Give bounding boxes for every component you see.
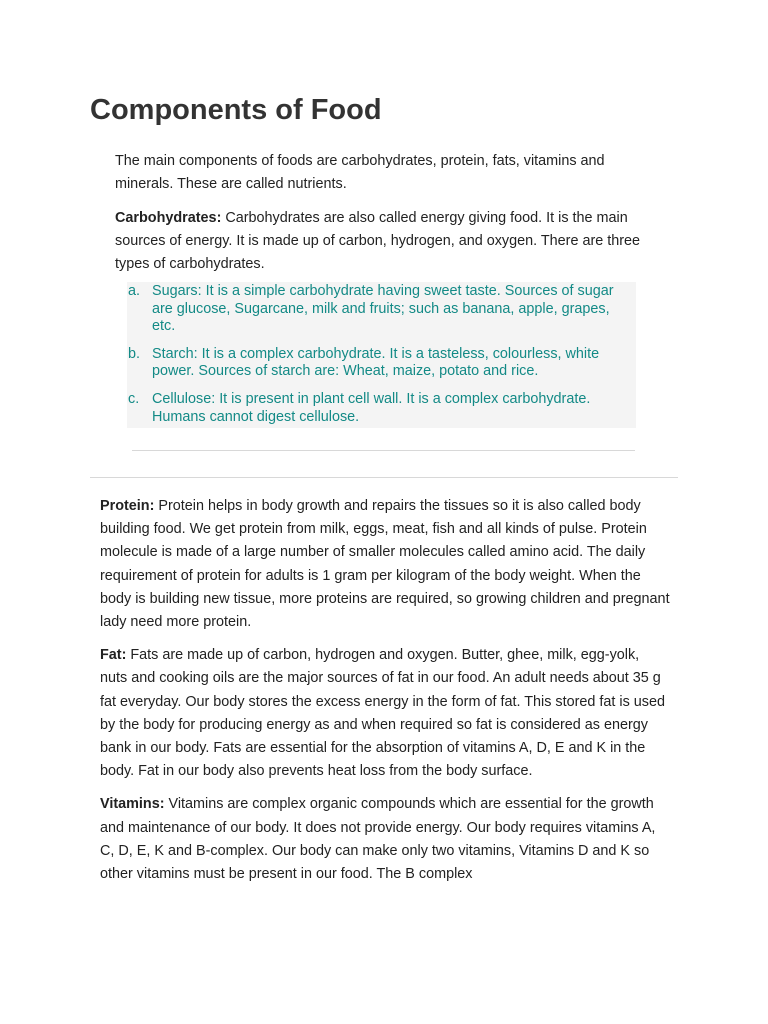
vitamins-paragraph bbox=[100, 793, 670, 886]
protein-paragraph bbox=[100, 495, 670, 634]
protein-label: Protein: bbox=[100, 498, 155, 514]
protein-text: Protein helps in body growth and repairs the tissues so it is also called body building food. We get protein from milk, eggs, meat, fish and all kinds of pulse. Protein molecule is made of a large number of smaller molecules called amino acid. The daily requirement of protein for adults is 1 gram per kilogram of the body weight. When the body is building new tissue, more proteins are required, so growing children and pregnant lady need more protein. bbox=[100, 498, 670, 631]
list-item-text: Starch: It is a complex carbohydrate. It is a tasteless, colourless, white power. Sources of starch are: Wheat, maize, potato and rice. bbox=[152, 345, 600, 380]
carbohydrate-types-list bbox=[127, 282, 636, 428]
list-marker: a. bbox=[128, 283, 141, 299]
list-marker: c. bbox=[128, 390, 140, 407]
list-item-starch bbox=[127, 346, 636, 381]
carbohydrates-paragraph bbox=[115, 207, 645, 277]
section-divider bbox=[90, 477, 678, 478]
list-item-text: Sugars: It is a simple carbohydrate having sweet taste. Sources of sugar are glucose, Sugarcane, milk and fruits; such as banana, apple, grapes, etc. bbox=[152, 283, 614, 335]
page-title: Components of Food bbox=[90, 94, 382, 126]
divider-short bbox=[132, 450, 635, 451]
nutrients-section bbox=[100, 495, 670, 896]
list-item-text: Cellulose: It is present in plant cell wall. It is a complex carbohydrate. Humans cannot digest cellulose. bbox=[152, 390, 591, 425]
carbohydrates-text: Carbohydrates are also called energy giving food. It is the main sources of energy. It is made up of carbon, hydrogen, and oxygen. There are three types of carbohydrates. bbox=[115, 209, 641, 273]
list-marker: b. bbox=[128, 345, 141, 362]
intro-paragraph: The main components of foods are carbohydrates, protein, fats, vitamins and minerals. These are called nutrients. bbox=[115, 153, 605, 193]
fat-text: Fats are made up of carbon, hydrogen and oxygen. Butter, ghee, milk, egg-yolk, nuts and cooking oils are the major sources of fat in our food. An adult needs about 35 g fat everyday. Our body stores the excess energy in the form of fat. This stored fat is used by the body for producing energy as and when required so fat is considered as energy bank in our body. Fats are essential for the absorption of vitamins A, D, E and K in the body. Fat in our body also prevents heat loss from the body surface. bbox=[100, 647, 665, 780]
list-item-cellulose bbox=[127, 391, 636, 426]
fat-label: Fat: bbox=[100, 647, 127, 664]
list-item-sugars bbox=[127, 283, 636, 336]
vitamins-text: Vitamins are complex organic compounds which are essential for the growth and maintenance of our body. It does not provide energy. Our body requires vitamins A, C, D, E, K and B-complex. Our body can make only two vitamins, Vitamins D and K so other vitamins must be present in our food. The B complex bbox=[100, 796, 656, 883]
carbohydrates-label: Carbohydrates: bbox=[115, 209, 222, 226]
fat-paragraph bbox=[100, 644, 670, 783]
vitamins-label: Vitamins: bbox=[100, 796, 165, 813]
intro-section bbox=[115, 150, 645, 286]
